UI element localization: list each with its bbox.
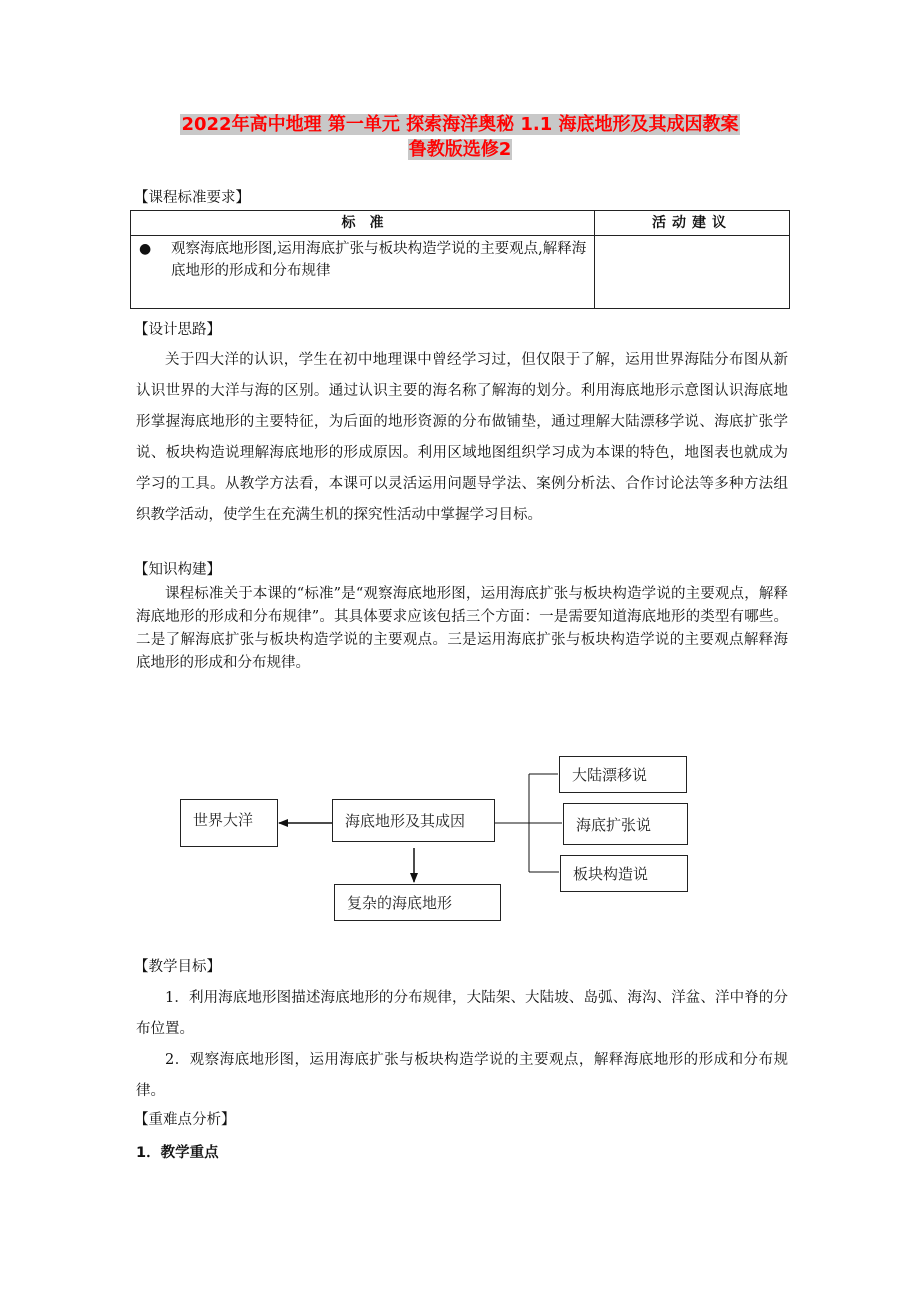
diagram-box-center: 海底地形及其成因 xyxy=(332,799,495,842)
section-heading-knowledge: 【知识构建】 xyxy=(134,562,221,578)
knowledge-paragraph: 课程标准关于本课的“标准”是“观察海底地形图，运用海底扩张与板块构造学说的主要观点，解释海底地形的形成和分布规律”。其具体要求应该包括三个方面：一是需要知道海底地形的类型有哪些。二是了解海底扩张与板块构造学说的主要观点。三是运用海底扩张与板块构造学说的主要观点解释海底地形的形成和分布规律。 xyxy=(136,586,788,671)
title-text-2: 鲁教版选修2 xyxy=(408,139,512,160)
design-paragraph: 关于四大洋的认识，学生在初中地理课中曾经学习过，但仅限于了解，运用世界海陆分布图从新认识世界的大洋与海的区别。通过认识主要的海名称了解海的划分。利用海底地形示意图认识海底地形掌握海底地形的主要特征，为后面的地形资源的分布做铺垫，通过理解大陆漂移学说、海底扩张学说、板块构造说理解海底地形的形成原因。利用区域地图组织学习成为本课的特色，地图表也就成为学习的工具。从教学方法看，本课可以灵活运用问题导学法、案例分析法、合作讨论法等多种方法组织教学活动，使学生在充满生机的探究性活动中掌握学习目标。 xyxy=(136,352,788,523)
section-heading-design: 【设计思路】 xyxy=(134,322,221,338)
diagram-box-plate-tectonics: 板块构造说 xyxy=(560,855,688,892)
table-header-standard: 标 准 xyxy=(131,211,595,236)
section-heading-goals: 【教学目标】 xyxy=(134,959,221,975)
goal-item-1: 1．利用海底地形图描述海底地形的分布规律，大陆架、大陆坡、岛弧、海沟、洋盆、洋中脊的分布位置。 xyxy=(136,990,788,1037)
section-heading-standards: 【课程标准要求】 xyxy=(134,190,250,206)
table-header-activity: 活动建议 xyxy=(595,211,790,236)
subheading-key-points: 1．教学重点 xyxy=(136,1145,219,1161)
standard-text: 观察海底地形图,运用海底扩张与板块构造学说的主要观点,解释海底地形的形成和分布规律 xyxy=(171,241,587,279)
diagram-box-continental-drift: 大陆漂移说 xyxy=(559,756,687,793)
goal-item-2: 2．观察海底地形图，运用海底扩张与板块构造学说的主要观点，解释海底地形的形成和分布规律。 xyxy=(136,1052,788,1099)
section-heading-key-points: 【重难点分析】 xyxy=(134,1112,236,1128)
bullet-icon: ● xyxy=(139,241,152,257)
title-text-1: 2022年高中地理 第一单元 探索海洋奥秘 1.1 海底地形及其成因教案 xyxy=(181,114,739,135)
diagram-box-world-ocean: 世界大洋 xyxy=(180,799,278,847)
diagram-box-complex-seafloor: 复杂的海底地形 xyxy=(334,884,501,921)
diagram-box-seafloor-spreading: 海底扩张说 xyxy=(563,803,688,845)
